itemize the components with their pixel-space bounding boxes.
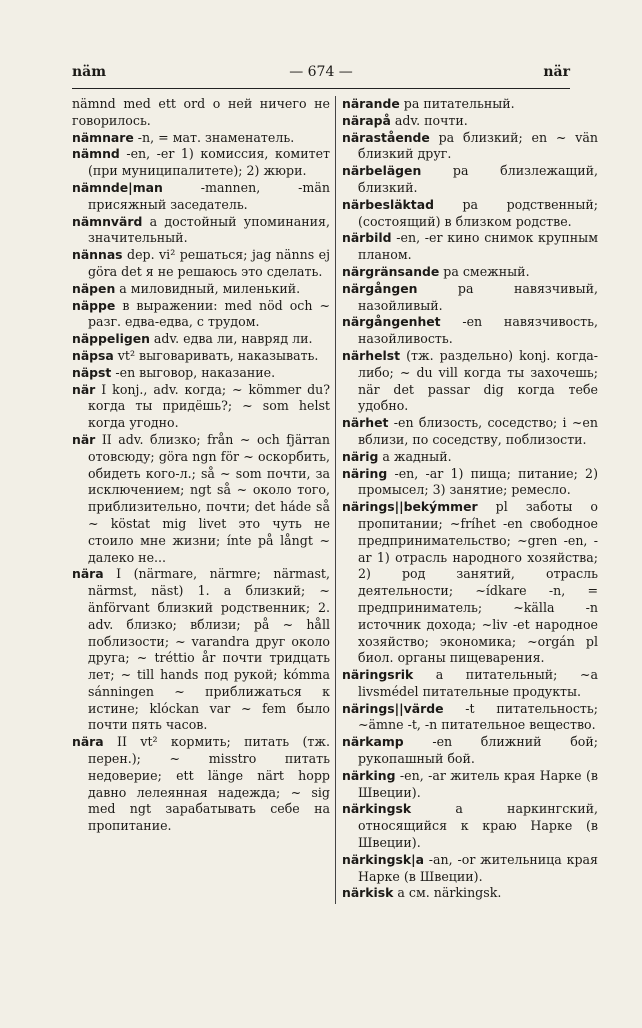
entry-definition: I konj., adv. когда; ~ kömmer du? когда ты придёшь?; ~ som helst когда угодно. [88, 381, 330, 431]
entry-headword: nämnvärd [72, 213, 143, 229]
entry-definition: -mannen, -män присяжный заседатель. [88, 179, 330, 212]
entry-definition: -t питательность; ~ämne -t, -n питательное вещество. [358, 700, 598, 733]
entry-headword: näpsa [72, 347, 114, 363]
dictionary-entry [72, 130, 330, 147]
entry-headword: närhet [342, 415, 389, 431]
entry-headword: näring [342, 465, 388, 481]
entry-headword: när [72, 381, 96, 397]
entry-definition: -en близость, соседство; i ~en вблизи, по соседству, поблизости. [358, 415, 598, 447]
entry-headword: närkingsk|a [342, 851, 424, 867]
dictionary-entry [72, 96, 330, 130]
entry-definition: II vt² кормить; питать (тж. перен.); ~ misstro питать недоверие; ett länge närt hopp давно лелеянная надежда; ~ sig med ngt зарабатывать себе на пропитание. [88, 734, 330, 834]
entry-headword: närings||värde [342, 700, 444, 716]
header-rule [72, 88, 570, 89]
entry-headword: närhelst [342, 347, 401, 363]
entry-definition: pa близлежащий, близкий. [358, 163, 598, 195]
dictionary-entry [342, 466, 598, 500]
entry-headword: nämnd [72, 146, 120, 162]
entry-definition: a жадный. [378, 448, 452, 464]
entry-headword: näpen [72, 280, 116, 296]
entry-headword: närbelägen [342, 163, 422, 179]
entry-definition: dep. vi² решаться; jag nänns ej göra det я не решаюсь это сделать. [88, 247, 330, 279]
entry-definition: -an, -or жительница края Нарке (в Швеции). [358, 851, 598, 884]
right-column [342, 96, 598, 916]
entry-definition: a см. närkingsk. [393, 885, 502, 901]
page-header [72, 62, 570, 84]
entry-headword: närkingsk [342, 801, 412, 817]
dictionary-entry [72, 348, 330, 365]
dictionary-entry [342, 734, 598, 768]
entry-definition: a наркингский, относящийся к краю Нарке (в Швеции). [358, 801, 598, 851]
entry-definition: a питательный; ~a livsmédel питательные продукты. [358, 667, 598, 699]
entry-definition: -en выговор, наказание. [111, 364, 276, 380]
entry-headword: närkisk [342, 885, 394, 901]
dictionary-entry [342, 130, 598, 164]
entry-headword: nämnare [72, 129, 134, 145]
dictionary-entry [72, 432, 330, 566]
header-left-guideword: näm [72, 64, 107, 80]
entry-headword: näppeligen [72, 331, 150, 347]
header-right-guideword: när [543, 64, 570, 80]
entry-definition: -en, -er кино снимок крупным планом. [358, 230, 598, 263]
entry-definition: pa питательный. [399, 96, 515, 111]
entry-definition: (тж. раздельно) konj. когда-либо; ~ du vill когда ты захочешь; när det passar dig когда тебе удобно. [358, 347, 598, 414]
dictionary-entry [342, 163, 598, 197]
dictionary-entry [342, 264, 598, 281]
entry-headword: närkamp [342, 734, 404, 750]
dictionary-entry [342, 113, 598, 130]
entry-definition: -n, = мат. знаменатель. [133, 129, 295, 145]
entry-headword: närande [342, 96, 400, 111]
dictionary-entry [342, 768, 598, 802]
entry-headword: nämnde|man [72, 179, 163, 195]
entry-headword: när [72, 431, 96, 447]
entry-definition: в выражении: med nöd och ~ разг. едва-едва, с трудом. [88, 297, 330, 330]
dictionary-entry [72, 566, 330, 734]
entry-headword: nära [72, 566, 104, 582]
dictionary-entry [342, 281, 598, 315]
dictionary-entry [342, 449, 598, 466]
entry-headword: näringsrik [342, 667, 414, 683]
entry-headword: nännas [72, 247, 123, 263]
entry-definition: II adv. близко; från ~ och fjärran отовсюду; göra ngn för ~ оскорбить, обидеть кого-л.; så ~ som почти, за исключением; ngt så ~ около того, приблизительно, почти; det háde så ~ köstat mig livet это чуть не стоило мне жизни; ínte på långt ~ далеко не... [88, 431, 330, 565]
entry-definition: pl заботы о пропитании; ~fríhet -en свободное предпринимательство; ~gren -en, -ar 1) отрасль народного хозяйства; 2) род занятий, отрасль деятельности; ~ídkare -n, = предприниматель; ~källa -n источник дохода; ~liv -et народное хозяйство; экономика; ~orgán pl биол. органы пищеварения. [358, 499, 598, 666]
entry-headword: nära [72, 734, 104, 750]
entry-definition: a достойный упоминания, значительный. [88, 213, 330, 246]
entry-definition: vt² выговаривать, наказывать. [113, 347, 319, 363]
entry-headword: närbild [342, 230, 392, 246]
entry-definition: -en, -er 1) комиссия, комитет (при муниципалитете); 2) жюри. [88, 146, 330, 179]
left-column [72, 96, 330, 916]
dictionary-entry [342, 885, 598, 902]
dictionary-entry [72, 298, 330, 332]
entry-definition: pa навязчивый, назойливый. [358, 280, 598, 313]
entry-headword: närgångenhet [342, 314, 441, 330]
entry-definition: nämnd med ett ord о ней ничего не говорилось. [72, 96, 330, 128]
entry-headword: närig [342, 448, 379, 464]
entry-definition: adv. почти. [390, 112, 468, 128]
entry-headword: näpst [72, 364, 112, 380]
dictionary-entry [342, 852, 598, 886]
entry-headword: närbesläktad [342, 196, 434, 212]
page-number: — 674 — [289, 64, 353, 80]
entry-definition: -en, -ar житель края Нарке (в Швеции). [358, 767, 598, 800]
entry-definition: a миловидный, миленький. [115, 280, 301, 296]
entry-headword: närgången [342, 280, 418, 296]
dictionary-entry [72, 214, 330, 248]
entry-definition: pa смежный. [439, 263, 530, 279]
entry-headword: närastående [342, 129, 430, 145]
dictionary-entry [342, 667, 598, 701]
entry-definition: adv. едва ли, навряд ли. [149, 331, 313, 347]
dictionary-entry [72, 281, 330, 298]
dictionary-entry [72, 734, 330, 835]
entry-headword: närapå [342, 112, 391, 128]
column-divider [335, 96, 336, 904]
entry-definition: pa родственный; (состоящий) в близком родстве. [358, 196, 598, 229]
entry-headword: närgränsande [342, 263, 440, 279]
dictionary-entry [72, 331, 330, 348]
dictionary-entry [342, 96, 598, 113]
entry-definition: -en, -ar 1) пища; питание; 2) промысел; 3) занятие; ремесло. [358, 465, 598, 498]
dictionary-entry [72, 180, 330, 214]
entry-definition: -en навязчивость, назойливость. [358, 314, 598, 347]
entry-definition: -en ближний бой; рукопашный бой. [358, 734, 598, 767]
dictionary-entry [342, 415, 598, 449]
dictionary-entry [342, 348, 598, 415]
dictionary-entry [342, 701, 598, 735]
dictionary-entry [342, 801, 598, 851]
dictionary-entry [342, 499, 598, 667]
dictionary-entry [72, 382, 330, 432]
dictionary-entry [342, 230, 598, 264]
dictionary-entry [72, 247, 330, 281]
dictionary-entry [72, 146, 330, 180]
dictionary-entry [72, 365, 330, 382]
entry-definition: I (närmare, närmre; närmast, närmst, näst) 1. a близкий; ~ änförvant близкий родственник; 2. adv. близко; вблизи; på ~ håll поблизости; ~ varandra друг около друга; ~ tréttio år почти тридцать лет; ~ till hands под рукой; kómma sánningen ~ приближаться к истине; klóckan var ~ fem было почти пять часов. [88, 566, 330, 733]
dictionary-entry [342, 197, 598, 231]
entry-headword: närking [342, 767, 396, 783]
entry-definition: pa близкий; en ~ vän близкий друг. [358, 129, 598, 162]
entry-headword: närings||bekýmmer [342, 499, 478, 515]
dictionary-entry [342, 314, 598, 348]
entry-headword: näppe [72, 297, 116, 313]
